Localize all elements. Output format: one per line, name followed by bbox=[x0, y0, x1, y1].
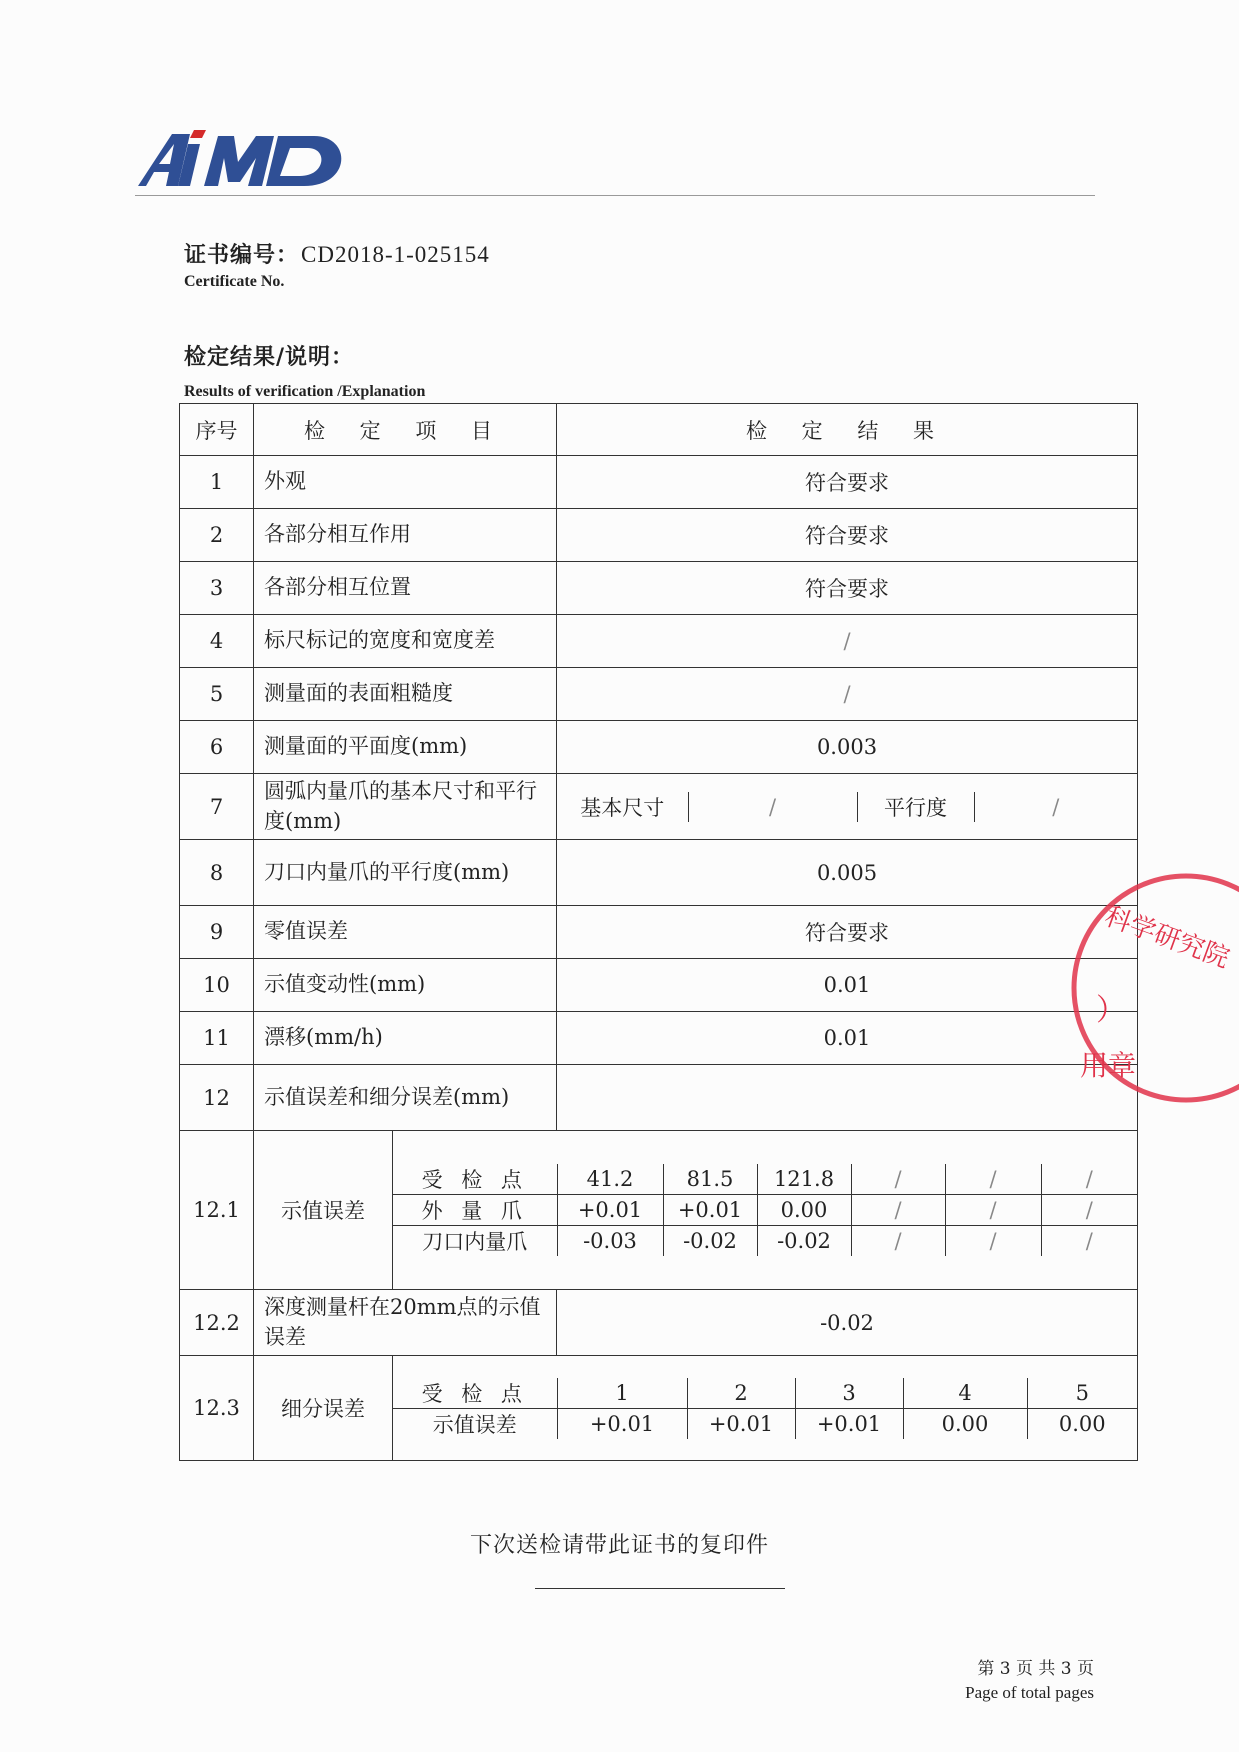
row-no: 5 bbox=[180, 668, 254, 721]
sub-label: 示值误差 bbox=[393, 1408, 557, 1439]
cell: 121.8 bbox=[757, 1164, 851, 1195]
row-no: 11 bbox=[180, 1012, 254, 1065]
cell: +0.01 bbox=[557, 1408, 687, 1439]
cell: 1 bbox=[557, 1378, 687, 1409]
table-header-row bbox=[180, 404, 1138, 456]
cert-number: CD2018-1-025154 bbox=[301, 242, 490, 267]
cell: +0.01 bbox=[557, 1195, 663, 1226]
cell: -0.02 bbox=[663, 1226, 757, 1257]
cert-label: 证书编号： bbox=[184, 242, 300, 268]
row-item: 示值误差 bbox=[254, 1131, 393, 1290]
row-result: 0.01 bbox=[557, 959, 1138, 1012]
cell: 0.00 bbox=[757, 1195, 851, 1226]
row-item: 各部分相互位置 bbox=[254, 562, 557, 615]
table-row-12-3 bbox=[180, 1356, 1138, 1461]
cell: 5 bbox=[1027, 1378, 1137, 1409]
page-number-en: Page of total pages bbox=[965, 1683, 1094, 1702]
cell: / bbox=[1041, 1164, 1137, 1195]
row-item: 标尺标记的宽度和宽度差 bbox=[254, 615, 557, 668]
results-title-en: Results of verification /Explanation bbox=[184, 383, 426, 400]
basic-size-label: 基本尺寸 bbox=[580, 795, 665, 820]
cell: 3 bbox=[795, 1378, 903, 1409]
row-item: 深度测量杆在20mm点的示值误差 bbox=[254, 1290, 557, 1356]
row-no: 12.3 bbox=[180, 1356, 254, 1461]
row-result: 符合要求 bbox=[557, 562, 1138, 615]
row-result: -0.02 bbox=[557, 1290, 1138, 1356]
footer-note: 下次送检请带此证书的复印件 bbox=[469, 1533, 769, 1558]
row-item: 零值误差 bbox=[254, 906, 557, 959]
aimd-logo bbox=[138, 128, 368, 194]
row-item: 各部分相互作用 bbox=[254, 509, 557, 562]
table-row bbox=[180, 906, 1138, 959]
row-item: 示值误差和细分误差(mm) bbox=[254, 1065, 557, 1131]
sub-label: 外 量 爪 bbox=[393, 1195, 557, 1226]
table-row bbox=[180, 721, 1138, 774]
results-heading bbox=[184, 340, 425, 401]
row-result bbox=[557, 1065, 1138, 1131]
row-result: 0.003 bbox=[557, 721, 1138, 774]
cell: 4 bbox=[903, 1378, 1027, 1409]
seal-text-2: ） bbox=[1096, 993, 1126, 1028]
page-number-zh: 第 3 页 共 3 页 bbox=[977, 1659, 1094, 1679]
parallel-value: / bbox=[974, 792, 1137, 822]
header-result: 检 定 结 果 bbox=[557, 404, 1138, 456]
row-item: 测量面的表面粗糙度 bbox=[254, 668, 557, 721]
header-rule bbox=[135, 195, 1095, 196]
row-result: / bbox=[557, 668, 1138, 721]
table-row bbox=[180, 1065, 1138, 1131]
row-result: 0.005 bbox=[557, 840, 1138, 906]
row-no: 12.2 bbox=[180, 1290, 254, 1356]
row-item: 测量面的平面度(mm) bbox=[254, 721, 557, 774]
table-row bbox=[180, 615, 1138, 668]
table-row bbox=[180, 456, 1138, 509]
verification-table bbox=[179, 403, 1138, 1461]
row-result: 符合要求 bbox=[557, 509, 1138, 562]
cell: 41.2 bbox=[557, 1164, 663, 1195]
row-result: / bbox=[557, 615, 1138, 668]
sub-label: 受 检 点 bbox=[421, 1381, 528, 1406]
row-no: 7 bbox=[180, 774, 254, 840]
table-row-12-1 bbox=[180, 1131, 1138, 1290]
table-row bbox=[180, 668, 1138, 721]
page-info bbox=[965, 1654, 1094, 1703]
row-no: 8 bbox=[180, 840, 254, 906]
cell: / bbox=[1041, 1195, 1137, 1226]
table-row bbox=[180, 774, 1138, 840]
subdivision-error-grid bbox=[393, 1378, 1137, 1439]
table-row bbox=[180, 959, 1138, 1012]
red-seal-stamp bbox=[1062, 870, 1234, 1110]
table-row bbox=[180, 562, 1138, 615]
cell: 81.5 bbox=[663, 1164, 757, 1195]
row-no: 12 bbox=[180, 1065, 254, 1131]
cell: -0.02 bbox=[757, 1226, 851, 1257]
cell: / bbox=[945, 1164, 1041, 1195]
row-item: 细分误差 bbox=[254, 1356, 393, 1461]
cert-label-en: Certificate No. bbox=[184, 273, 285, 290]
row-result: 符合要求 bbox=[557, 906, 1138, 959]
cell: / bbox=[945, 1195, 1041, 1226]
row-no: 4 bbox=[180, 615, 254, 668]
cell: / bbox=[851, 1195, 945, 1226]
basic-size-value: / bbox=[688, 792, 857, 822]
seal-text: 科学研究院 bbox=[1100, 901, 1234, 975]
row-no: 1 bbox=[180, 456, 254, 509]
cell: +0.01 bbox=[663, 1195, 757, 1226]
certificate-block bbox=[184, 238, 490, 291]
row-no: 12.1 bbox=[180, 1131, 254, 1290]
cell: / bbox=[945, 1226, 1041, 1257]
header-seq: 序号 bbox=[180, 404, 254, 456]
row-result: 符合要求 bbox=[557, 456, 1138, 509]
table-row-12-2 bbox=[180, 1290, 1138, 1356]
parallel-label: 平行度 bbox=[857, 792, 974, 822]
cell: +0.01 bbox=[687, 1408, 795, 1439]
row-no: 10 bbox=[180, 959, 254, 1012]
row-no: 3 bbox=[180, 562, 254, 615]
cell: 2 bbox=[687, 1378, 795, 1409]
sub-label: 受 检 点 bbox=[421, 1168, 528, 1192]
row-result: 0.01 bbox=[557, 1012, 1138, 1065]
basic-parallel-split bbox=[557, 792, 1137, 822]
row-item: 圆弧内量爪的基本尺寸和平行度(mm) bbox=[254, 774, 557, 840]
row-no: 6 bbox=[180, 721, 254, 774]
row-item: 示值变动性(mm) bbox=[254, 959, 557, 1012]
sub-label: 刀口内量爪 bbox=[393, 1226, 557, 1257]
row-item: 漂移(mm/h) bbox=[254, 1012, 557, 1065]
cell: / bbox=[1041, 1226, 1137, 1257]
header-item: 检 定 项 目 bbox=[254, 404, 557, 456]
cell: 0.00 bbox=[903, 1408, 1027, 1439]
row-item: 外观 bbox=[254, 456, 557, 509]
row-no: 9 bbox=[180, 906, 254, 959]
row-item: 刀口内量爪的平行度(mm) bbox=[254, 840, 557, 906]
seal-text-3: 用章 bbox=[1080, 1049, 1137, 1082]
cell: +0.01 bbox=[795, 1408, 903, 1439]
cell: / bbox=[851, 1226, 945, 1257]
cell: / bbox=[851, 1164, 945, 1195]
table-row bbox=[180, 840, 1138, 906]
table-row bbox=[180, 509, 1138, 562]
results-title: 检定结果/说明： bbox=[184, 344, 355, 370]
table-row bbox=[180, 1012, 1138, 1065]
footer-note-underline bbox=[535, 1588, 785, 1589]
logo-text: AIMD bbox=[138, 128, 141, 129]
cell: -0.03 bbox=[557, 1226, 663, 1257]
cell: 0.00 bbox=[1027, 1408, 1137, 1439]
row-no: 2 bbox=[180, 509, 254, 562]
indication-error-grid bbox=[393, 1164, 1137, 1256]
